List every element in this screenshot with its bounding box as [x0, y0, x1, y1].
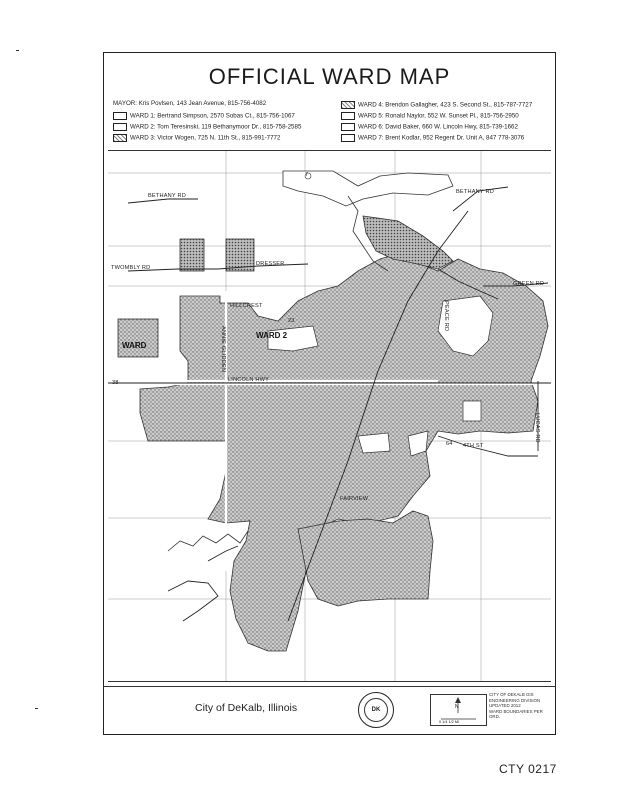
street-label-route-64: 64 — [446, 441, 453, 447]
legend-ward-6: WARD 6: David Baker, 660 W. Lincoln Hwy, 815-739-1662 — [341, 123, 518, 131]
ward-5-swatch — [341, 112, 355, 120]
ward-7-swatch — [341, 134, 355, 142]
street-label-twombly: TWOMBLY RD — [111, 265, 151, 271]
note-line-4: WARD BOUNDARIES PER ORD. — [489, 708, 543, 719]
city-seal-inner: DK — [364, 698, 388, 722]
hole-east-small — [463, 401, 481, 421]
street-label-route-23: 23 — [288, 318, 295, 324]
street-label-hillcrest: HILLCREST — [230, 303, 263, 309]
legend-mayor: MAYOR: Kris Povlsen, 143 Jean Avenue, 815-756-4082 — [113, 100, 267, 107]
ward-map-svg — [108, 151, 551, 681]
document-id: CTY 0217 — [499, 762, 557, 776]
note-line-3: UPDATED 2012 — [489, 703, 521, 708]
legend-ward-4: WARD 4: Brendon Gallagher, 423 S. Second St., 815-787-7727 — [341, 101, 532, 109]
ward-2-label: WARD 2 — [256, 331, 288, 340]
map-title: OFFICIAL WARD MAP — [208, 64, 451, 89]
north-arrow-box — [430, 694, 487, 726]
street-label-peace: PEACE RD — [443, 301, 449, 332]
ward-2-swatch — [113, 123, 127, 131]
city-seal-icon — [358, 692, 394, 728]
map-notes — [489, 692, 549, 726]
street-label-bethany-west: BETHANY RD — [148, 193, 186, 199]
hole-south-2 — [358, 433, 390, 453]
legend-ward-1: WARD 1: Bertrand Simpson, 2570 Sobas Ct., 815-756-1067 — [113, 112, 295, 120]
street-label-lucas: LUCAS RD — [534, 413, 540, 443]
ward-1-swatch — [113, 112, 127, 120]
margin-mark — [35, 708, 38, 709]
legend-ward-7: WARD 7: Brent Kodlar, 952 Regent Dr. Unit A, 847 778-3076 — [341, 134, 524, 142]
creek-line — [168, 531, 248, 551]
ward-west-label: WARD — [122, 341, 147, 350]
annex-block-nw — [180, 239, 204, 271]
legend-ward-5: WARD 5: Ronald Naylor, 552 W. Sunset Pl., 815-756-2950 — [341, 112, 519, 120]
scale-label: 0 1/4 1/2 MI — [439, 720, 460, 724]
ward-6-swatch — [341, 123, 355, 131]
city-name: City of DeKalb, Illinois — [195, 702, 298, 714]
street-label-green: GREEN RD — [513, 281, 545, 287]
street-label-fourth: 4TH ST — [463, 443, 484, 449]
legend-ward-3: WARD 3: Victor Wogen, 725 N. 11th St., 815-991-7772 — [113, 134, 280, 142]
ward-3-swatch — [113, 134, 127, 142]
legend-ward-2: WARD 2: Tom Teresinski, 119 Bethanymoor Dr., 815-758-2585 — [113, 123, 301, 131]
street-label-fairview: FAIRVIEW — [340, 496, 369, 502]
map-area — [108, 150, 551, 682]
ward-4-swatch — [341, 101, 355, 109]
note-line-1: CITY OF DEKALB GIS — [489, 692, 534, 697]
street-label-lincoln: LINCOLN HWY — [228, 377, 270, 383]
margin-mark — [16, 50, 19, 51]
north-label: N — [455, 704, 459, 710]
ward-west-block — [118, 319, 158, 357]
street-label-annie-glidden: ANNIE GLIDDEN — [220, 326, 226, 373]
note-line-2: ENGINEERING DIVISION — [489, 697, 541, 703]
street-label-bethany-east: BETHANY RD — [456, 189, 494, 195]
ward-7-number: 7 — [305, 172, 309, 178]
street-label-route-38: 38 — [112, 380, 119, 386]
city-limits-south — [298, 511, 433, 606]
street-label-dresser: DRESSER — [256, 261, 285, 267]
